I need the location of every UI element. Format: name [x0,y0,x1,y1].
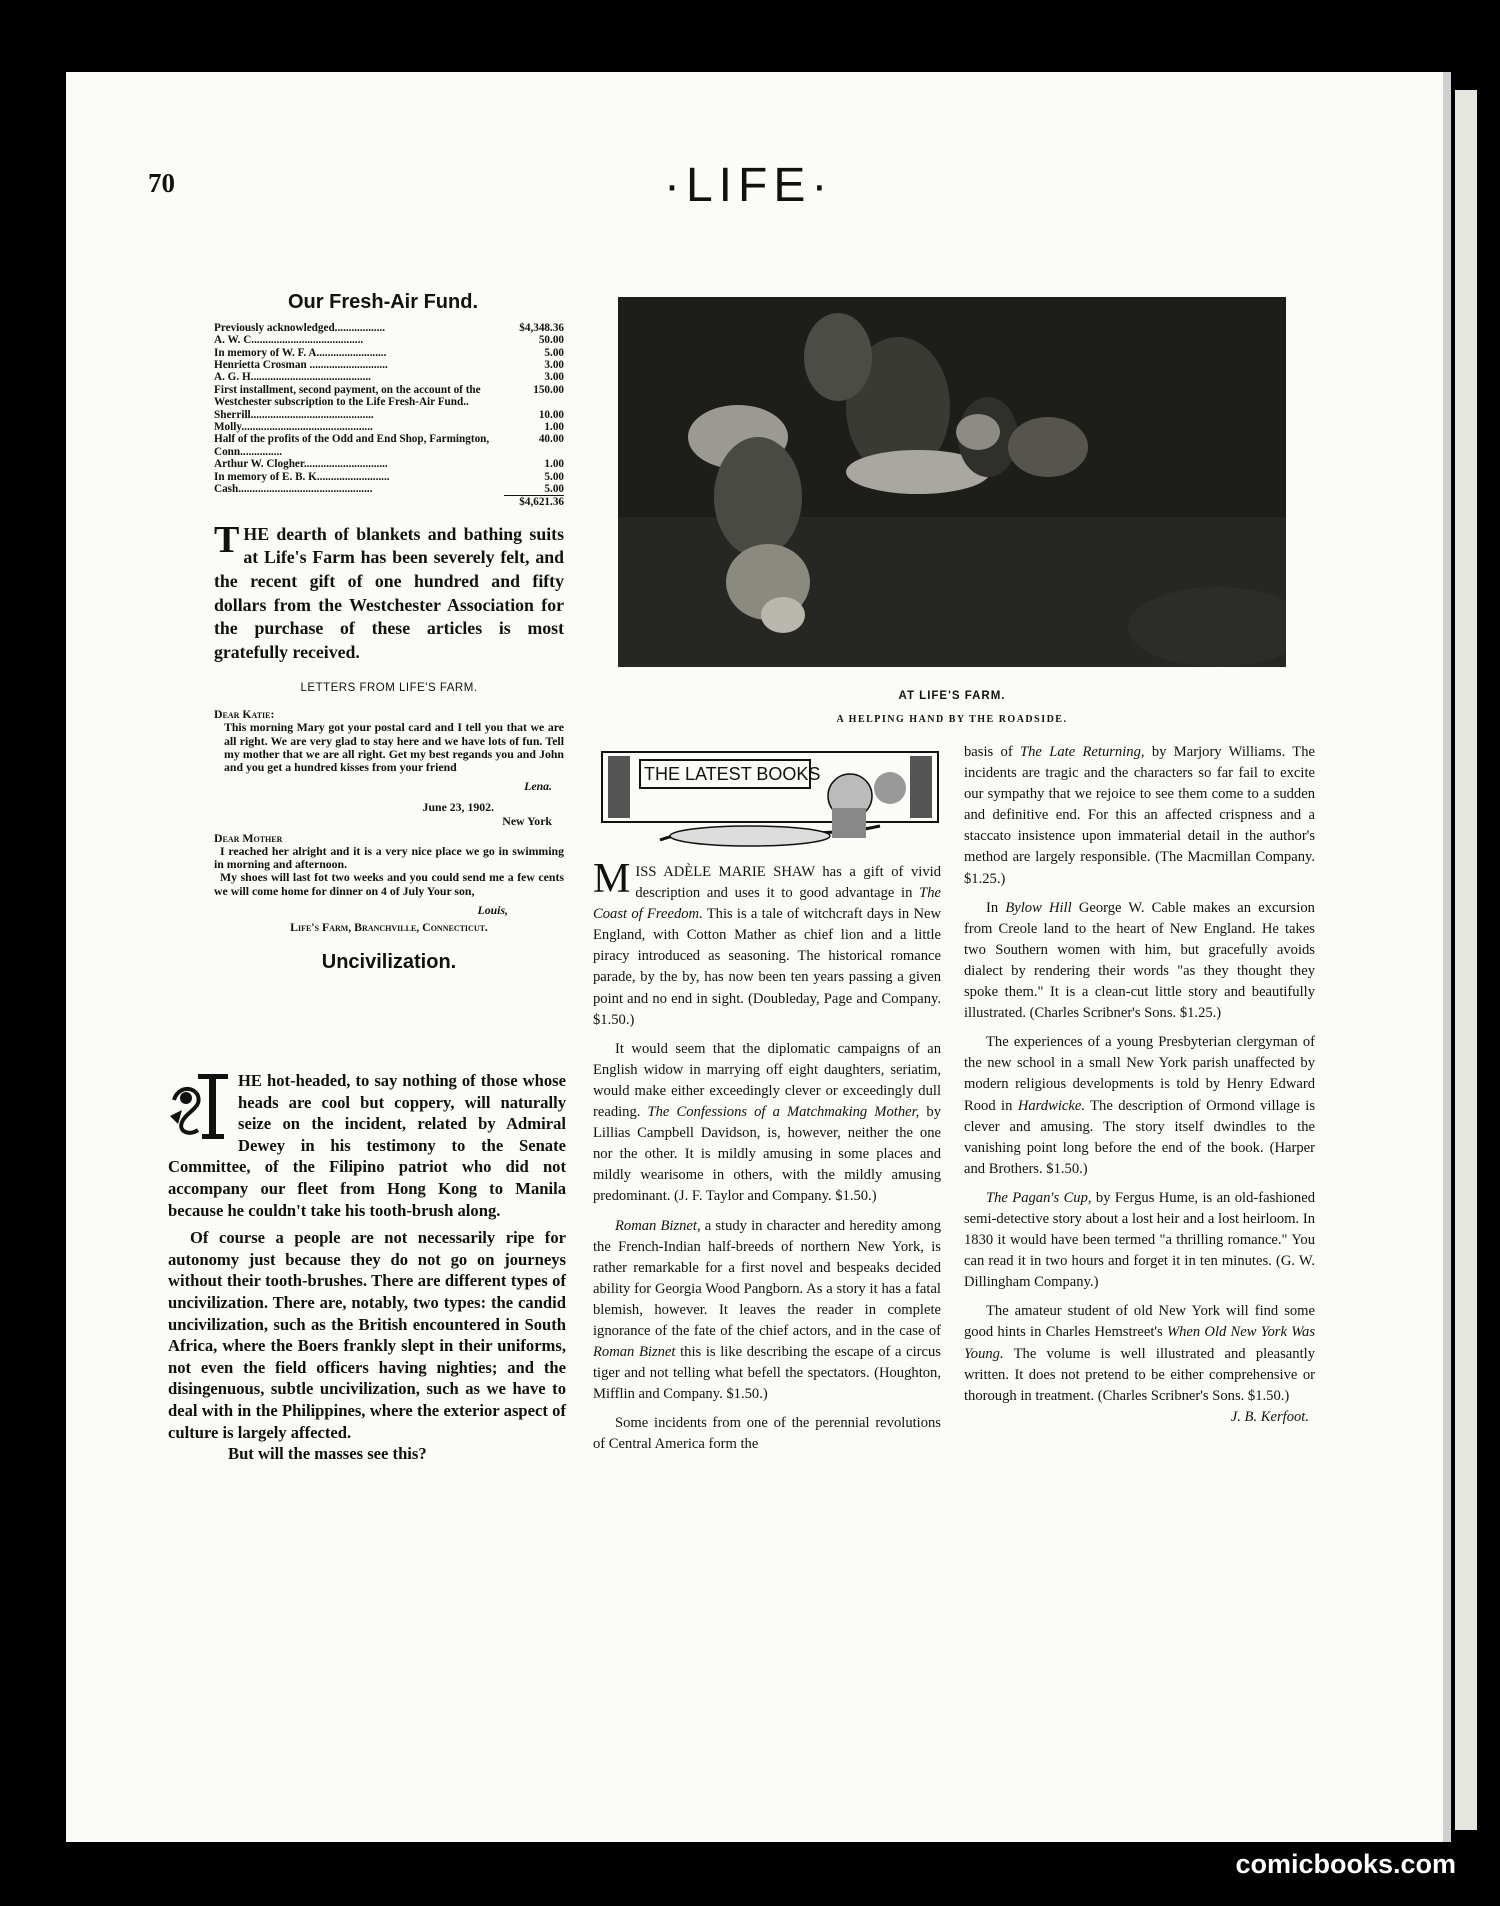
review-shaw [593,856,942,1031]
fund-row-desc: First installment, second payment, on the account of the Westchester subscription to the Life Fresh-Air Fund.. [214,383,481,409]
drop-cap: T [214,518,240,561]
fund-row [214,359,564,371]
fund-row-desc: A. W. C........................................ [214,334,364,347]
fund-row-amount: 3.00 [544,371,564,384]
review-text: The experiences of a young Presbyterian clergyman of the new school in a small New York parish unaffected by modern religious developments is told by Henry Edward Rood in [964,1034,1315,1114]
review-text: this is like describing the escape of a circus tiger and not telling what befell the spectators. (Houghton, Mifflin and Company. $1.50.) [593,1344,941,1403]
fund-row-amount: 40.00 [538,433,564,446]
book-title: The Confessions of a Matchmaking Mother, [647,1104,920,1121]
fund-row-desc: Cash................................................ [214,483,373,496]
fund-row-desc: In memory of E. B. K.......................... [214,470,390,483]
fund-row [214,421,564,433]
fund-row-desc: Molly............................................... [214,421,373,434]
fund-row [214,409,564,421]
book-title: When Old New York Was Young. [964,1324,1315,1362]
review-rood [964,1032,1315,1180]
fund-row-desc: Henrietta Crosman ............................ [214,359,388,372]
review-text: by Fergus Hume, is an old-fashioned semi-detective story about a lost heir and a lost heirloom. In 1830 it would have been termed "a thrilling romance." You can read it in two hours and forget it in ten minutes. (G. W. Dillingham Company.) [964,1189,1315,1291]
review-text: ISS ADÈLE MARIE SHAW has a gift of vivid description and uses it to good advantage in [635,864,941,902]
uncivilization-para-1: HE hot-headed, to say nothing of those whose heads are cool but coppery, will naturally seize on the incident, related by Admiral Dewey in his testimony to the Senate Committee, of the Filipino patriot who did not accompany our fleet from Hong Kong to Manila because he couldn't take his tooth-brush along. [168,1071,566,1220]
fund-row-amount: 5.00 [544,346,564,359]
book-title: The Pagan's Cup, [986,1189,1092,1206]
letter-one [214,708,564,828]
left-column [214,292,564,984]
review-pangborn [593,1216,941,1406]
masthead-title: ·LIFE· [664,159,834,212]
review-text: The amateur student of old New York will find some good hints in Charles Hemstreet's [964,1303,1315,1341]
fresh-air-text: HE dearth of blankets and bathing suits at Life's Farm has been severely felt, and the recent gift of one hundred and fifty dollars from the Westchester Association for the purchase of these articles is most gratefully received. [214,523,564,662]
fund-row [214,384,564,409]
book-title: Roman Biznet, [615,1217,701,1234]
review-text: by Marjory Williams. The incidents are tragic and the characters so far fail to excite our sympathy that we rejoice to see them come to a sudden and definitive end. For this an affected crispness and a staccato insistence upon immaterial detail in the author's method are largely responsible. (The Macmillan Company. $1.25.) [964,744,1315,887]
fund-row [214,496,564,509]
letter-signature: Louis, [477,902,508,917]
fund-row [214,371,564,383]
fund-row-amount: 1.00 [544,421,564,434]
fund-row-desc: Previously acknowledged.................. [214,321,386,334]
letter-salutation: Dear Katie: [214,707,275,722]
fund-row [214,433,564,458]
review-text: a study in character and heredity among the French-Indian half-breeds of northern New York, is rather remarkable for a first novel and bespeaks decided ability for Georgia Wood Pangborn. As a story it has a fatal blemish, however. It leaves the reader in complete ignorance of the fate of the chief actors, and in the case of [593,1217,942,1339]
fund-row [214,471,564,483]
fund-row-amount: 1.00 [544,458,564,471]
letter-body: I reached her alright and it is a very nice place we go in swimming in morning and afternoon. [214,844,564,872]
latest-books-banner [600,748,940,850]
page-edge [1443,72,1451,1842]
letter-footer: Life's Farm, Branchville, Connecticut. [290,920,488,935]
next-page-edge [1455,90,1477,1830]
fund-row-amount: 5.00 [544,483,564,496]
fund-row-desc [214,496,504,509]
fund-row [214,322,564,334]
fund-row [214,458,564,470]
fund-row-amount: 150.00 [533,383,564,396]
fund-row-desc: In memory of W. F. A......................... [214,346,387,359]
page-number: 70 [148,168,175,198]
site-watermark: comicbooks.com [1235,1849,1456,1879]
fund-row [214,347,564,359]
book-title: Roman Biznet [593,1344,676,1361]
uncivilization-heading: Uncivilization. [321,951,457,974]
fund-row-desc: A. G. H........................................... [214,371,371,384]
fund-row-amount: 10.00 [538,408,564,421]
letter-two [214,832,564,934]
fund-row-amount: 5.00 [544,470,564,483]
photo-image [618,297,1286,667]
review-continued: Some incidents from one of the perennial revolutions of Central America form the [593,1415,941,1453]
review-davidson [593,1039,941,1208]
letters-heading: LETTERS FROM LIFE'S FARM. [300,682,478,695]
fresh-air-heading: Our Fresh-Air Fund. [288,291,478,313]
fund-row-desc: Arthur W. Clogher.............................. [214,458,388,471]
letter-body: This morning Mary got your postal card and I tell you that we are all right. We are very glad to stay here and we have lots of fun. Tell my mother that we are all right. Get my best regands you and John and you get a hundred kisses from your friend [224,720,564,775]
review-text: In [986,899,1006,916]
fund-row [214,334,564,346]
ornate-drop-cap [168,1072,230,1142]
photo-subcaption: A HELPING HAND BY THE ROADSIDE. [836,714,1068,725]
fund-row-amount: $4,621.36 [504,496,564,509]
farm-photograph [618,297,1286,667]
reviewer-signature: J. B. Kerfoot. [1230,1408,1309,1425]
middle-column [593,856,942,1456]
uncivilization-para-2: Of course a people are not necessarily ripe for autonomy just because they do not go on journeys without their tooth-brushes. There are different types of uncivilization. There are, notably, two types: the candid uncivilization, such as the British encountered in South Africa, where the Boers frankly slept in their uniforms, not even the field officers having nighties; and the disingenuous, subtle uncivilization, such as we have to deal with in the Philippines, where the exterior aspect of culture is largely affected. [168,1228,566,1442]
drop-cap: M [593,856,631,902]
letter-place: New York [502,813,552,828]
review-williams [964,742,1315,890]
fund-row-amount: 3.00 [544,359,564,372]
review-text: George W. Cable makes an excursion from Creole land to the heart of New England. He takes two Southern women with him, but gracefully avoids dialect by rendering their words "as they thought they spoke them." It is a clean-cut little story and beautifully illustrated. (Charles Scribner's Sons. $1.25.) [964,899,1315,1022]
review-text: by Lillias Campbell Davidson, is, however, neither the one nor the other. It is mildly amusing in some places and mildly wearisome in others, with the mildly amusing predominant. (J. F. Taylor and Company. $1.50.) [593,1104,941,1205]
fresh-air-paragraph [214,518,564,665]
photo-caption: AT LIFE'S FARM. [898,690,1006,702]
fund-row [214,483,564,496]
fund-row-desc: Half of the profits of the Odd and End Shop, Farmington, Conn............... [214,433,490,458]
letter-salutation: Dear Mother [214,830,283,845]
review-cable [964,898,1315,1025]
book-title: Hardwicke. [1017,1097,1085,1114]
right-column [964,742,1315,1428]
fund-row-desc: Sherrill............................................ [214,408,374,421]
review-text: This is a tale of witchcraft days in New England, with Cotton Mather as chief lion and a little piracy introduced as seasoning. The historical romance parade, by the by, has now been ten years passing a given point and no end in sight. (Doubleday, Page and Company. $1.50.) [593,906,942,1028]
fund-row-amount: 50.00 [538,334,564,347]
review-text: The description of Ormond village is clever and amusing. The story itself dwindles to the vanishing point long before the end of the book. (Harper and Brothers. $1.50.) [964,1097,1316,1177]
book-title: Bylow Hill [1005,899,1072,916]
fund-row-amount: $4,348.36 [519,321,564,334]
fund-table [214,322,564,509]
review-hemstreet [964,1301,1315,1406]
letter-body: My shoes will last fot two weeks and you could send me a few cents we will come home for dinner on 4 of July Your son, [214,870,564,898]
uncivilization-para-3: But will the masses see this? [228,1444,427,1464]
book-title: The Late Returning, [1020,744,1145,760]
letter-signature: Lena. [524,779,552,794]
review-text: The volume is well illustrated and pleasantly written. It does not pretend to be either comprehensive or thorough in treatment. (Charles Scribner's Sons. $1.50.) [964,1345,1315,1404]
review-hume [964,1188,1315,1293]
banner-title: THE LATEST BOOKS [644,764,821,784]
review-text: basis of [964,744,1021,760]
book-title: The Coast of Freedom. [593,885,941,923]
review-text: It would seem that the diplomatic campaigns of an English widow in marrying off eight daughters, seriatim, would make either exceedingly clever or exceedingly dull reading. [593,1040,941,1121]
uncivilization-article [168,1070,566,1465]
letter-date: June 23, 1902. [422,800,494,815]
